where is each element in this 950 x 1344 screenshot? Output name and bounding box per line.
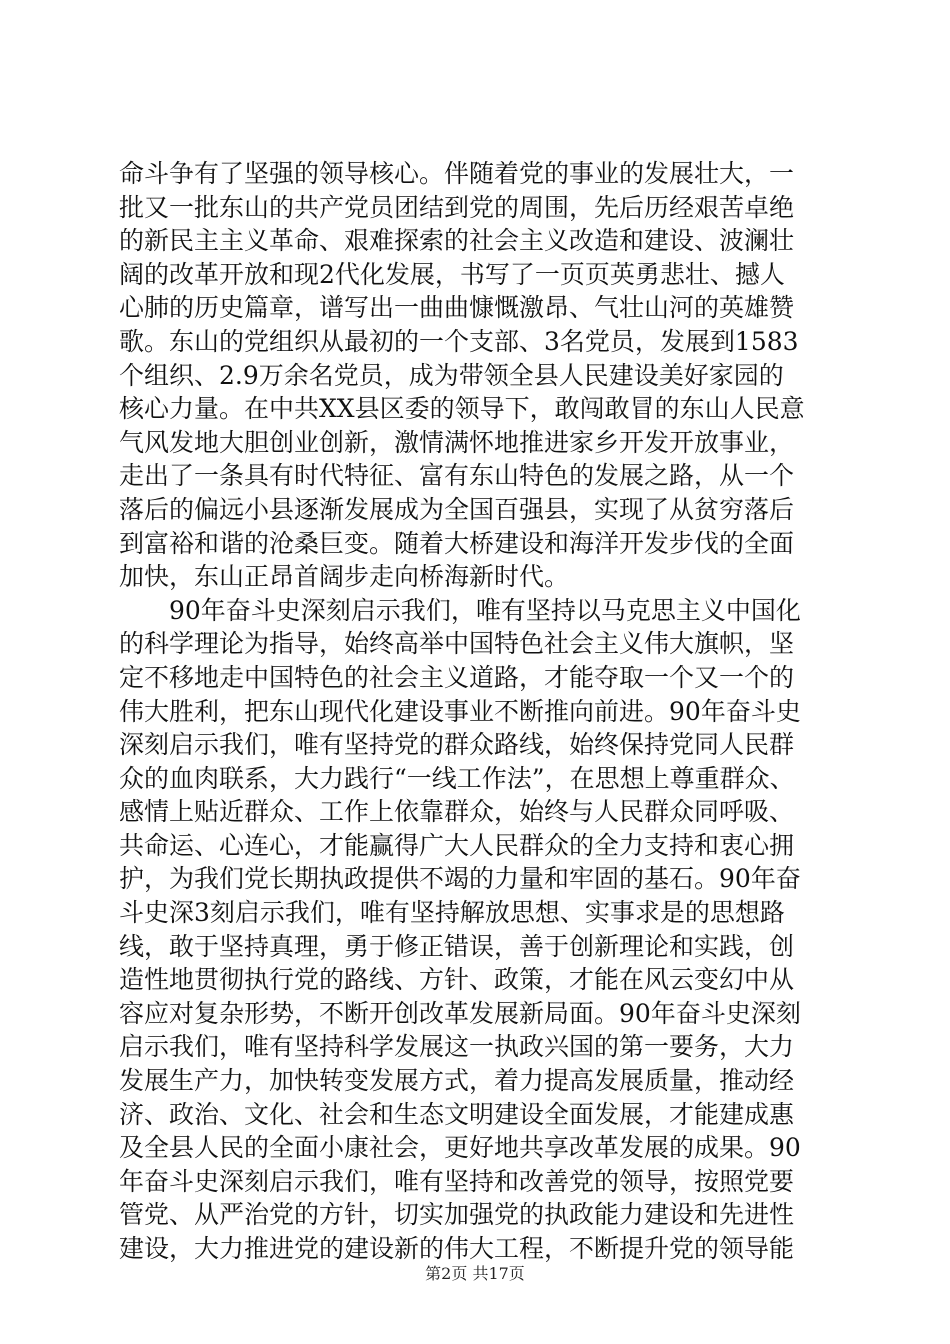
text-line: 共命运、心连心，才能赢得广大人民群众的全力支持和衷心拥: [119, 830, 795, 860]
text-line: 的新民主主义革命、艰难探索的社会主义改造和建设、波澜壮: [119, 226, 795, 256]
text-line: 容应对复杂形势，不断开创改革发展新局面。90年奋斗史深刻: [119, 998, 801, 1028]
text-line: 管党、从严治党的方针，切实加强党的执政能力建设和先进性: [119, 1200, 795, 1230]
text-line: 感情上贴近群众、工作上依靠群众，始终与人民群众同呼吸、: [119, 797, 795, 827]
text-line: 心肺的历史篇章，谱写出一曲曲慷慨激昂、气壮山河的英雄赞: [119, 293, 795, 323]
text-line: 深刻启示我们，唯有坚持党的群众路线，始终保持党同人民群: [119, 730, 795, 760]
text-line: 批又一批东山的共产党员团结到党的周围，先后历经艰苦卓绝: [119, 192, 795, 222]
text-line: 护，为我们党长期执政提供不竭的力量和牢固的基石。90年奋: [119, 864, 801, 894]
text-line: 定不移地走中国特色的社会主义道路，才能夺取一个又一个的: [119, 662, 795, 692]
text-line: 走出了一条具有时代特征、富有东山特色的发展之路，从一个: [119, 461, 795, 491]
text-line: 加快，东山正昂首阔步走向桥海新时代。: [119, 562, 570, 592]
text-line: 造性地贯彻执行党的路线、方针、政策，才能在风云变幻中从: [119, 965, 795, 995]
text-line: 到富裕和谐的沧桑巨变。随着大桥建设和海洋开发步伐的全面: [119, 528, 795, 558]
text-line: 命斗争有了坚强的领导核心。伴随着党的事业的发展壮大，一: [119, 159, 795, 188]
text-line: 建设，大力推进党的建设新的伟大工程，不断提升党的领导能: [119, 1234, 795, 1263]
text-line: 阔的改革开放和现2代化发展，书写了一页页英勇悲壮、撼人: [119, 259, 785, 289]
text-line: 众的血肉联系，大力践行“一线工作法”，在思想上尊重群众、: [119, 763, 795, 793]
text-line: 斗史深3刻启示我们，唯有坚持解放思想、实事求是的思想路: [119, 898, 785, 928]
text-line: 核心力量。在中共XX县区委的领导下，敢闯敢冒的东山人民意: [119, 394, 805, 424]
text-line: 启示我们，唯有坚持科学发展这一执政兴国的第一要务，大力: [119, 1032, 795, 1062]
body-text: [119, 157, 839, 1266]
text-line: 90年奋斗史深刻启示我们，唯有坚持以马克思主义中国化: [119, 595, 801, 625]
text-line: 落后的偏远小县逐渐发展成为全国百强县，实现了从贫穷落后: [119, 494, 795, 524]
text-line: 线，敢于坚持真理，勇于修正错误，善于创新理论和实践，创: [119, 931, 795, 961]
text-line: 及全县人民的全面小康社会，更好地共享改革发展的成果。90: [119, 1133, 801, 1163]
text-line: 的科学理论为指导，始终高举中国特色社会主义伟大旗帜，坚: [119, 629, 795, 659]
text-line: 发展生产力，加快转变发展方式，着力提高发展质量，推动经: [119, 1066, 795, 1096]
text-line: 气风发地大胆创业创新，激情满怀地推进家乡开发开放事业，: [119, 427, 795, 457]
text-line: 济、政治、文化、社会和生态文明建设全面发展，才能建成惠: [119, 1099, 795, 1129]
text-line: 个组织、2.9万余名党员，成为带领全县人民建设美好家园的: [119, 360, 784, 390]
text-line: 歌。东山的党组织从最初的一个支部、3名党员，发展到1583: [119, 326, 799, 356]
text-line: 年奋斗史深刻启示我们，唯有坚持和改善党的领导，按照党要: [119, 1166, 795, 1196]
page-footer: 第2页 共17页: [425, 1264, 525, 1283]
text-line: 伟大胜利，把东山现代化建设事业不断推向前进。90年奋斗史: [119, 696, 801, 726]
